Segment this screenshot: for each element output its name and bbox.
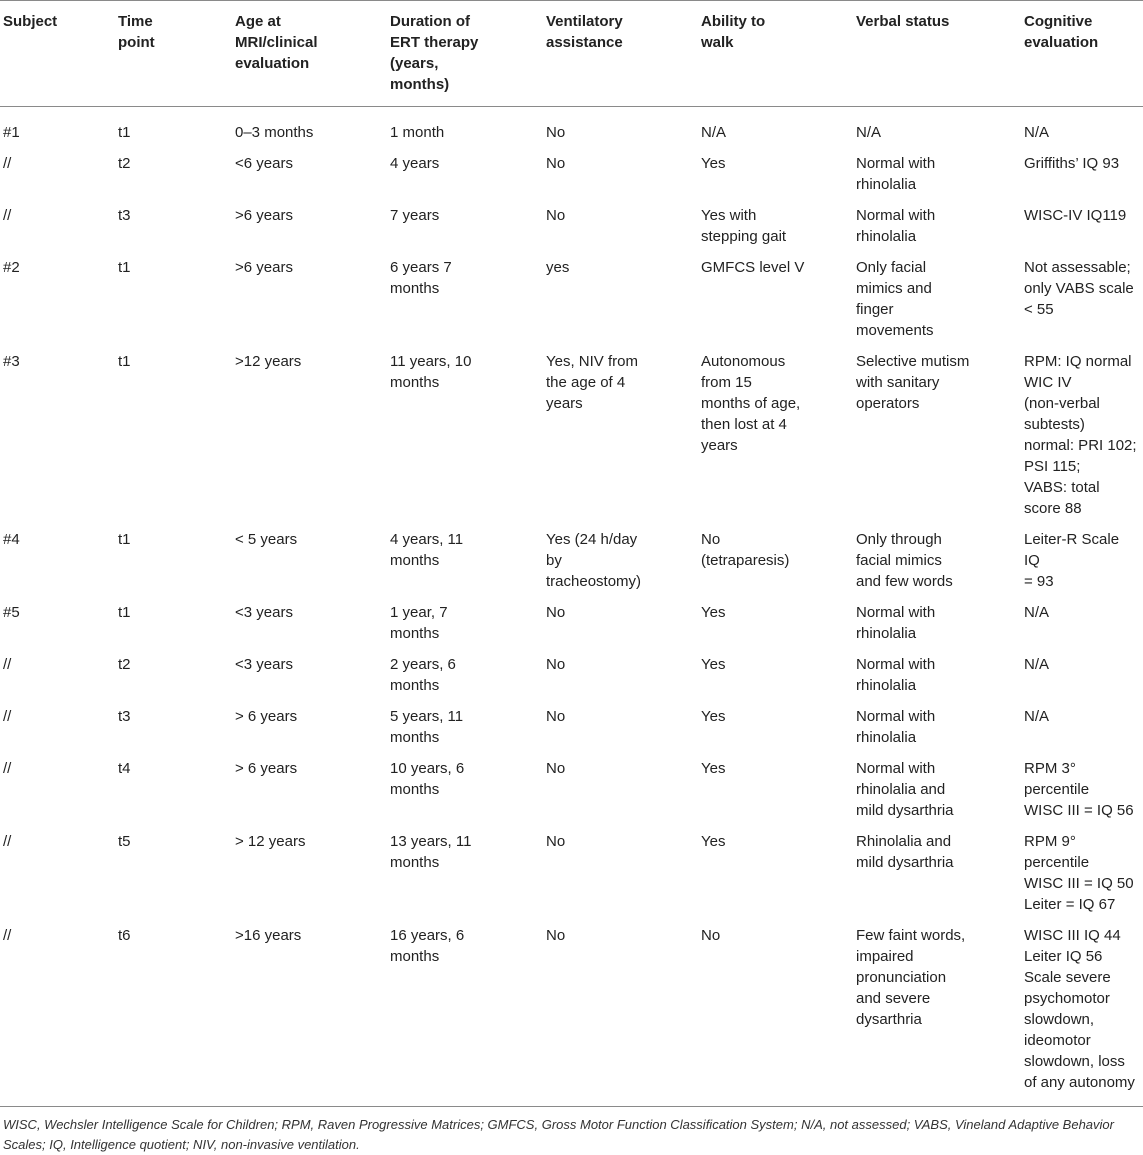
cell-verbal-status: Normal with rhinolalia: [856, 155, 936, 193]
cell-ability-to-walk: Yes: [701, 155, 726, 172]
table-row: [0, 153, 1143, 205]
cell-ventilatory-assistance: No: [546, 124, 566, 141]
header-age: Age at MRI/clinical evaluation: [235, 13, 318, 72]
cell-age: <3 years: [235, 656, 293, 673]
cell-verbal-status: Only through facial mimics and few words: [856, 531, 953, 590]
cell-cognitive-evaluation: RPM: IQ normal WIC IV (non-verbal subtests) normal: PRI 102; PSI 115; VABS: total score 88: [1024, 353, 1137, 517]
table-row: [0, 351, 1143, 529]
cell-time-point: t3: [118, 708, 131, 725]
cell-verbal-status: Normal with rhinolalia: [856, 604, 936, 642]
table-row: [0, 205, 1143, 257]
cell-ert-duration: 16 years, 6 months: [390, 927, 465, 965]
cell-cognitive-evaluation: N/A: [1024, 604, 1050, 621]
table-row: [0, 654, 1143, 706]
cell-cognitive-evaluation: WISC-IV IQ119: [1024, 207, 1127, 224]
cell-subject: #4: [3, 531, 20, 548]
cell-subject: //: [3, 760, 12, 777]
cell-subject: //: [3, 207, 12, 224]
table-footnote: WISC, Wechsler Intelligence Scale for Children; RPM, Raven Progressive Matrices; GMFCS, Gross Motor Function Classification System; N/A, not assessed; VABS, Vineland Adaptive Behavior Scales; IQ, Intelligence quotient; NIV, non-invasive ventilation.: [3, 1117, 1114, 1152]
header-cognitive-evaluation: Cognitive evaluation: [1024, 13, 1099, 51]
cell-ert-duration: 11 years, 10 months: [390, 353, 472, 391]
cell-time-point: t1: [118, 353, 131, 370]
cell-verbal-status: Only facial mimics and finger movements: [856, 259, 934, 339]
cell-ventilatory-assistance: No: [546, 927, 566, 944]
cell-ability-to-walk: No: [701, 927, 721, 944]
cell-cognitive-evaluation: RPM 9° percentile WISC III = IQ 50 Leiter = IQ 67: [1024, 833, 1134, 913]
table-row: [0, 107, 1143, 154]
header-ert-duration: Duration of ERT therapy (years, months): [390, 13, 479, 93]
cell-verbal-status: N/A: [856, 124, 882, 141]
cell-verbal-status: Few faint words, impaired pronunciation and severe dysarthria: [856, 927, 966, 1028]
table-row: [0, 706, 1143, 758]
cell-verbal-status: Normal with rhinolalia and mild dysarthria: [856, 760, 954, 819]
cell-age: 0–3 months: [235, 124, 314, 141]
table-row: [0, 758, 1143, 831]
cell-age: <6 years: [235, 155, 293, 172]
cell-age: > 6 years: [235, 760, 298, 777]
cell-ventilatory-assistance: No: [546, 207, 566, 224]
cell-cognitive-evaluation: RPM 3° percentile WISC III = IQ 56: [1024, 760, 1134, 819]
cell-cognitive-evaluation: Leiter-R Scale IQ = 93: [1024, 531, 1120, 590]
cell-ability-to-walk: Yes with stepping gait: [701, 207, 787, 245]
header-ventilatory-assistance: Ventilatory assistance: [546, 13, 623, 51]
table-row: [0, 831, 1143, 925]
cell-time-point: t6: [118, 927, 131, 944]
cell-ventilatory-assistance: yes: [546, 259, 570, 276]
cell-ability-to-walk: Yes: [701, 604, 726, 621]
cell-time-point: t4: [118, 760, 131, 777]
cell-ability-to-walk: N/A: [701, 124, 727, 141]
cell-cognitive-evaluation: N/A: [1024, 656, 1050, 673]
cell-age: >12 years: [235, 353, 302, 370]
cell-cognitive-evaluation: N/A: [1024, 124, 1050, 141]
cell-verbal-status: Normal with rhinolalia: [856, 656, 936, 694]
cell-age: >6 years: [235, 259, 293, 276]
cell-ert-duration: 2 years, 6 months: [390, 656, 456, 694]
cell-age: < 5 years: [235, 531, 298, 548]
cell-ert-duration: 10 years, 6 months: [390, 760, 465, 798]
cell-cognitive-evaluation: Griffiths’ IQ 93: [1024, 155, 1120, 172]
table-row: [0, 257, 1143, 351]
cell-subject: #1: [3, 124, 20, 141]
cell-ability-to-walk: Yes: [701, 656, 726, 673]
cell-time-point: t1: [118, 604, 131, 621]
cell-age: >16 years: [235, 927, 302, 944]
cell-verbal-status: Selective mutism with sanitary operators: [856, 353, 970, 412]
cell-cognitive-evaluation: Not assessable; only VABS scale < 55: [1024, 259, 1134, 318]
cell-time-point: t1: [118, 259, 131, 276]
cell-subject: //: [3, 155, 12, 172]
cell-ert-duration: 4 years: [390, 155, 440, 172]
cell-ability-to-walk: Yes: [701, 708, 726, 725]
cell-ert-duration: 7 years: [390, 207, 440, 224]
table-row: [0, 925, 1143, 1107]
cell-subject: //: [3, 708, 12, 725]
cell-subject: //: [3, 927, 12, 944]
cell-ventilatory-assistance: No: [546, 833, 566, 850]
cell-age: <3 years: [235, 604, 293, 621]
cell-ability-to-walk: No (tetraparesis): [701, 531, 790, 569]
header-row: [0, 1, 1143, 107]
table-body: [0, 107, 1143, 1107]
cell-time-point: t2: [118, 155, 131, 172]
cell-ventilatory-assistance: No: [546, 760, 566, 777]
cell-ert-duration: 1 year, 7 months: [390, 604, 448, 642]
cell-ert-duration: 6 years 7 months: [390, 259, 452, 297]
cell-ventilatory-assistance: No: [546, 708, 566, 725]
header-time-point: Time point: [118, 13, 155, 51]
cell-ability-to-walk: Yes: [701, 833, 726, 850]
cell-ventilatory-assistance: No: [546, 604, 566, 621]
cell-time-point: t5: [118, 833, 131, 850]
cell-subject: //: [3, 833, 12, 850]
cell-ventilatory-assistance: No: [546, 656, 566, 673]
header-ability-to-walk: Ability to walk: [701, 13, 766, 51]
cell-ventilatory-assistance: Yes (24 h/day by tracheostomy): [546, 531, 642, 590]
cell-ventilatory-assistance: Yes, NIV from the age of 4 years: [546, 353, 638, 412]
cell-cognitive-evaluation: N/A: [1024, 708, 1050, 725]
cell-verbal-status: Rhinolalia and mild dysarthria: [856, 833, 954, 871]
cell-ert-duration: 1 month: [390, 124, 445, 141]
cell-subject: #5: [3, 604, 20, 621]
cell-subject: #2: [3, 259, 20, 276]
cell-time-point: t3: [118, 207, 131, 224]
cell-cognitive-evaluation: WISC III IQ 44 Leiter IQ 56 Scale severe psychomotor slowdown, ideomotor slowdown, loss of any autonomy: [1024, 927, 1135, 1091]
cell-ability-to-walk: Yes: [701, 760, 726, 777]
table-row: [0, 529, 1143, 602]
cell-time-point: t1: [118, 531, 131, 548]
cell-subject: #3: [3, 353, 20, 370]
cell-verbal-status: Normal with rhinolalia: [856, 207, 936, 245]
cell-time-point: t1: [118, 124, 131, 141]
cell-age: > 6 years: [235, 708, 298, 725]
cell-verbal-status: Normal with rhinolalia: [856, 708, 936, 746]
header-verbal-status: Verbal status: [856, 13, 950, 30]
cell-age: > 12 years: [235, 833, 306, 850]
cell-ability-to-walk: GMFCS level V: [701, 259, 805, 276]
cell-ventilatory-assistance: No: [546, 155, 566, 172]
cell-time-point: t2: [118, 656, 131, 673]
cell-ert-duration: 5 years, 11 months: [390, 708, 464, 746]
cell-ert-duration: 4 years, 11 months: [390, 531, 464, 569]
cell-ability-to-walk: Autonomous from 15 months of age, then lost at 4 years: [701, 353, 801, 454]
cell-age: >6 years: [235, 207, 293, 224]
cell-subject: //: [3, 656, 12, 673]
cell-ert-duration: 13 years, 11 months: [390, 833, 472, 871]
header-subject: Subject: [3, 13, 58, 30]
table-row: [0, 602, 1143, 654]
